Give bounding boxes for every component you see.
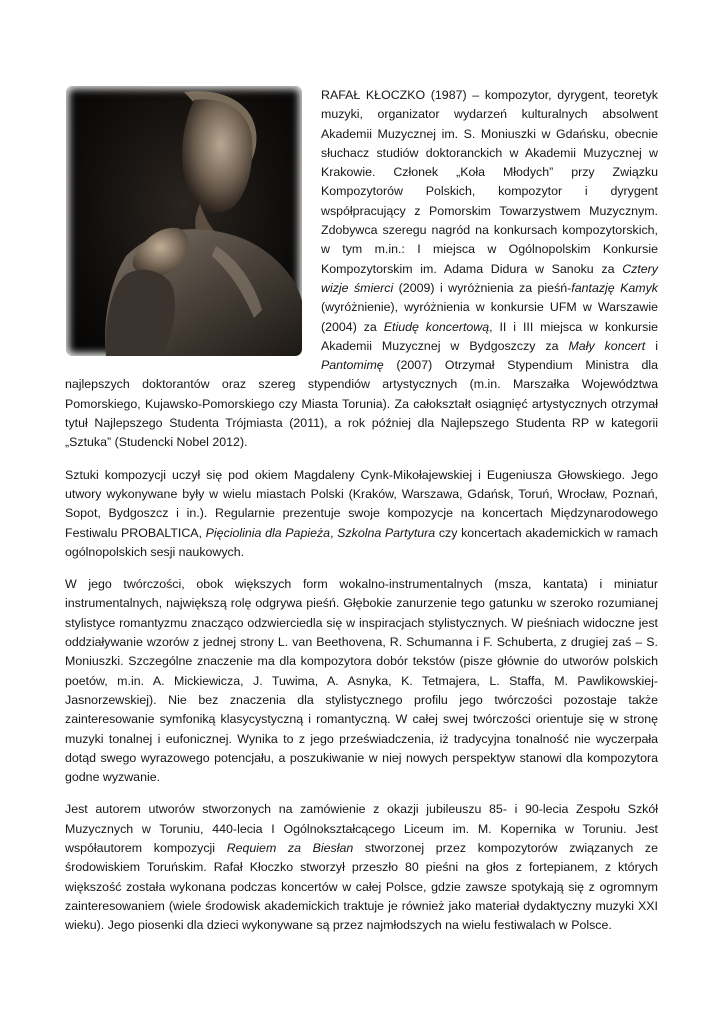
document-page xyxy=(65,86,658,948)
text-run: czy koncertach akademickich w ramach ogólnopolskich sesji naukowych. xyxy=(65,525,658,559)
italic-title: Cztery wizje śmierci xyxy=(321,261,658,295)
italic-title: Etiudę koncertową xyxy=(383,319,490,334)
text-run: (2009) i wyróżnienia za pieśń- xyxy=(393,280,572,295)
italic-title: Pantomimę xyxy=(321,358,384,373)
italic-title: Szkolna Partytura xyxy=(337,525,436,540)
text-run: RAFAŁ KŁOCZKO (1987) – kompozytor, dyrygent, teoretyk muzyki, organizator wydarzeń kulturalnych absolwent Akademii Muzycznej im. S. Moniuszki w Gdańsku, obecnie słuchacz studiów doktoranckich w Akademii Muzycznej w Krakowie. Członek „Koła Młodych” przy Związku Kompozytorów Polskich, kompozytor i dyrygent współpracujący z Pomorskim Towarzystwem Muzycznym. Zdobywca szeregu nagród na konkursach kompozytorskich, w tym m.in.: I miejsca w Ogólnopolskim Konkursie Kompozytorskim im. Adama Didura w Sanoku za xyxy=(321,88,658,276)
text-run: Jest autorem utworów stworzonych na zamówienie z okazji jubileuszu 85- i 90-lecia Zespołu Szkół Muzycznych w Toruniu, 440-lecia I Ogólnokształcącego Liceum im. M. Kopernika w Toruniu. Jest współautorem kompozycji xyxy=(65,802,658,855)
text-run: , II i III miejsca w konkursie Akademii Muzycznej w Bydgoszczy za xyxy=(321,319,658,353)
italic-title: Mały koncert xyxy=(568,338,646,353)
text-run: W jego twórczości, obok większych form wokalno-instrumentalnych (msza, kantata) i miniatur instrumentalnych, największą rolę odgrywa pieśń. Głębokie zanurzenie tego gatunku w szeroko rozumianej stylistyce romantyzmu znacząco odzwierciedla się w inspiracjach stylistycznych. W pieśniach widoczne jest oddziaływanie wzorów z jednej strony L. van Beethovena, R. Schumanna i F. Schuberta, z drugiej zaś – S. Moniuszki. Szczególne znaczenie ma dla kompozytora dobór tekstów (pisze głównie do utworów polskich poetów, m.in. A. Mickiewicza, J. Tuwima, A. Asnyka, K. Tetmajera, L. Staffa, M. Pawlikowskiej-Jasnorzewskiej). Nie bez znaczenia dla stylistycznego profilu jego twórczości pozostaje także zainteresowanie symfoniką klasycystyczną i romantyczną. W całej swej twórczości orientuje się w stronę muzyki tonalnej i eufonicznej. Wynika to z jego przeświadczenia, iż tradycyjna tonalność nie wyczerpała dotąd swego wyrazowego potencjału, a poszukiwanie w niej nowych perspektyw stanowi dla kompozytora godne wyzwanie. xyxy=(65,577,658,785)
italic-title: Requiem za Biesłan xyxy=(226,840,354,855)
portrait-photo xyxy=(66,86,302,356)
text-run: , xyxy=(330,525,338,540)
bio-paragraph-2 xyxy=(65,466,658,562)
text-run: Sztuki kompozycji uczył się pod okiem Magdaleny Cynk-Mikołajewskiej i Eugeniusza Głowskiego. Jego utwory wykonywane były w wielu miastach Polski (Kraków, Warszawa, Gdańsk, Toruń, Wrocław, Poznań, Sopot, Bydgoszcz i in.). Regularnie prezentuje swoje kompozycje na koncertach Międzynarodowego Festiwalu PROBALTICA, xyxy=(65,467,658,540)
portrait-illustration xyxy=(66,86,302,356)
bio-paragraph-4 xyxy=(65,800,658,935)
text-run: (wyróżnienie), wyróżnienia w konkursie UFM w Warszawie (2004) za xyxy=(321,300,658,334)
italic-title: fantazję Kamyk xyxy=(571,280,659,295)
text-run: i xyxy=(645,338,658,353)
bio-paragraph-3 xyxy=(65,575,658,787)
text-run: (2007) Otrzymał Stypendium Ministra dla najlepszych doktorantów oraz szereg stypendiów artystycznych (m.in. Marszałka Województwa Pomorskiego, Kujawsko-Pomorskiego czy Miasta Torunia). Za całokształt osiągnięć artystycznych otrzymał tytuł Najlepszego Studenta Trójmiasta (2011), a rok później dla Najlepszego Studenta RP w kategorii „Sztuka” (Studencki Nobel 2012). xyxy=(65,358,658,450)
italic-title: Pięciolinia dla Papieża xyxy=(205,525,331,540)
text-run: stworzonej przez kompozytorów związanych ze środowiskiem Toruńskim. Rafał Kłoczko stworzył przeszło 80 pieśni na głos z fortepianem, z których większość została wykonana podczas koncertów w całej Polsce, gdzie zawsze spotykają się z ogromnym zainteresowaniem (wiele środowisk akademickich traktuje je również jako materiał dydaktyczny muzyki XXI wieku). Jego piosenki dla dzieci wykonywane są przez najmłodszych na wielu festiwalach w Polsce. xyxy=(65,840,658,933)
